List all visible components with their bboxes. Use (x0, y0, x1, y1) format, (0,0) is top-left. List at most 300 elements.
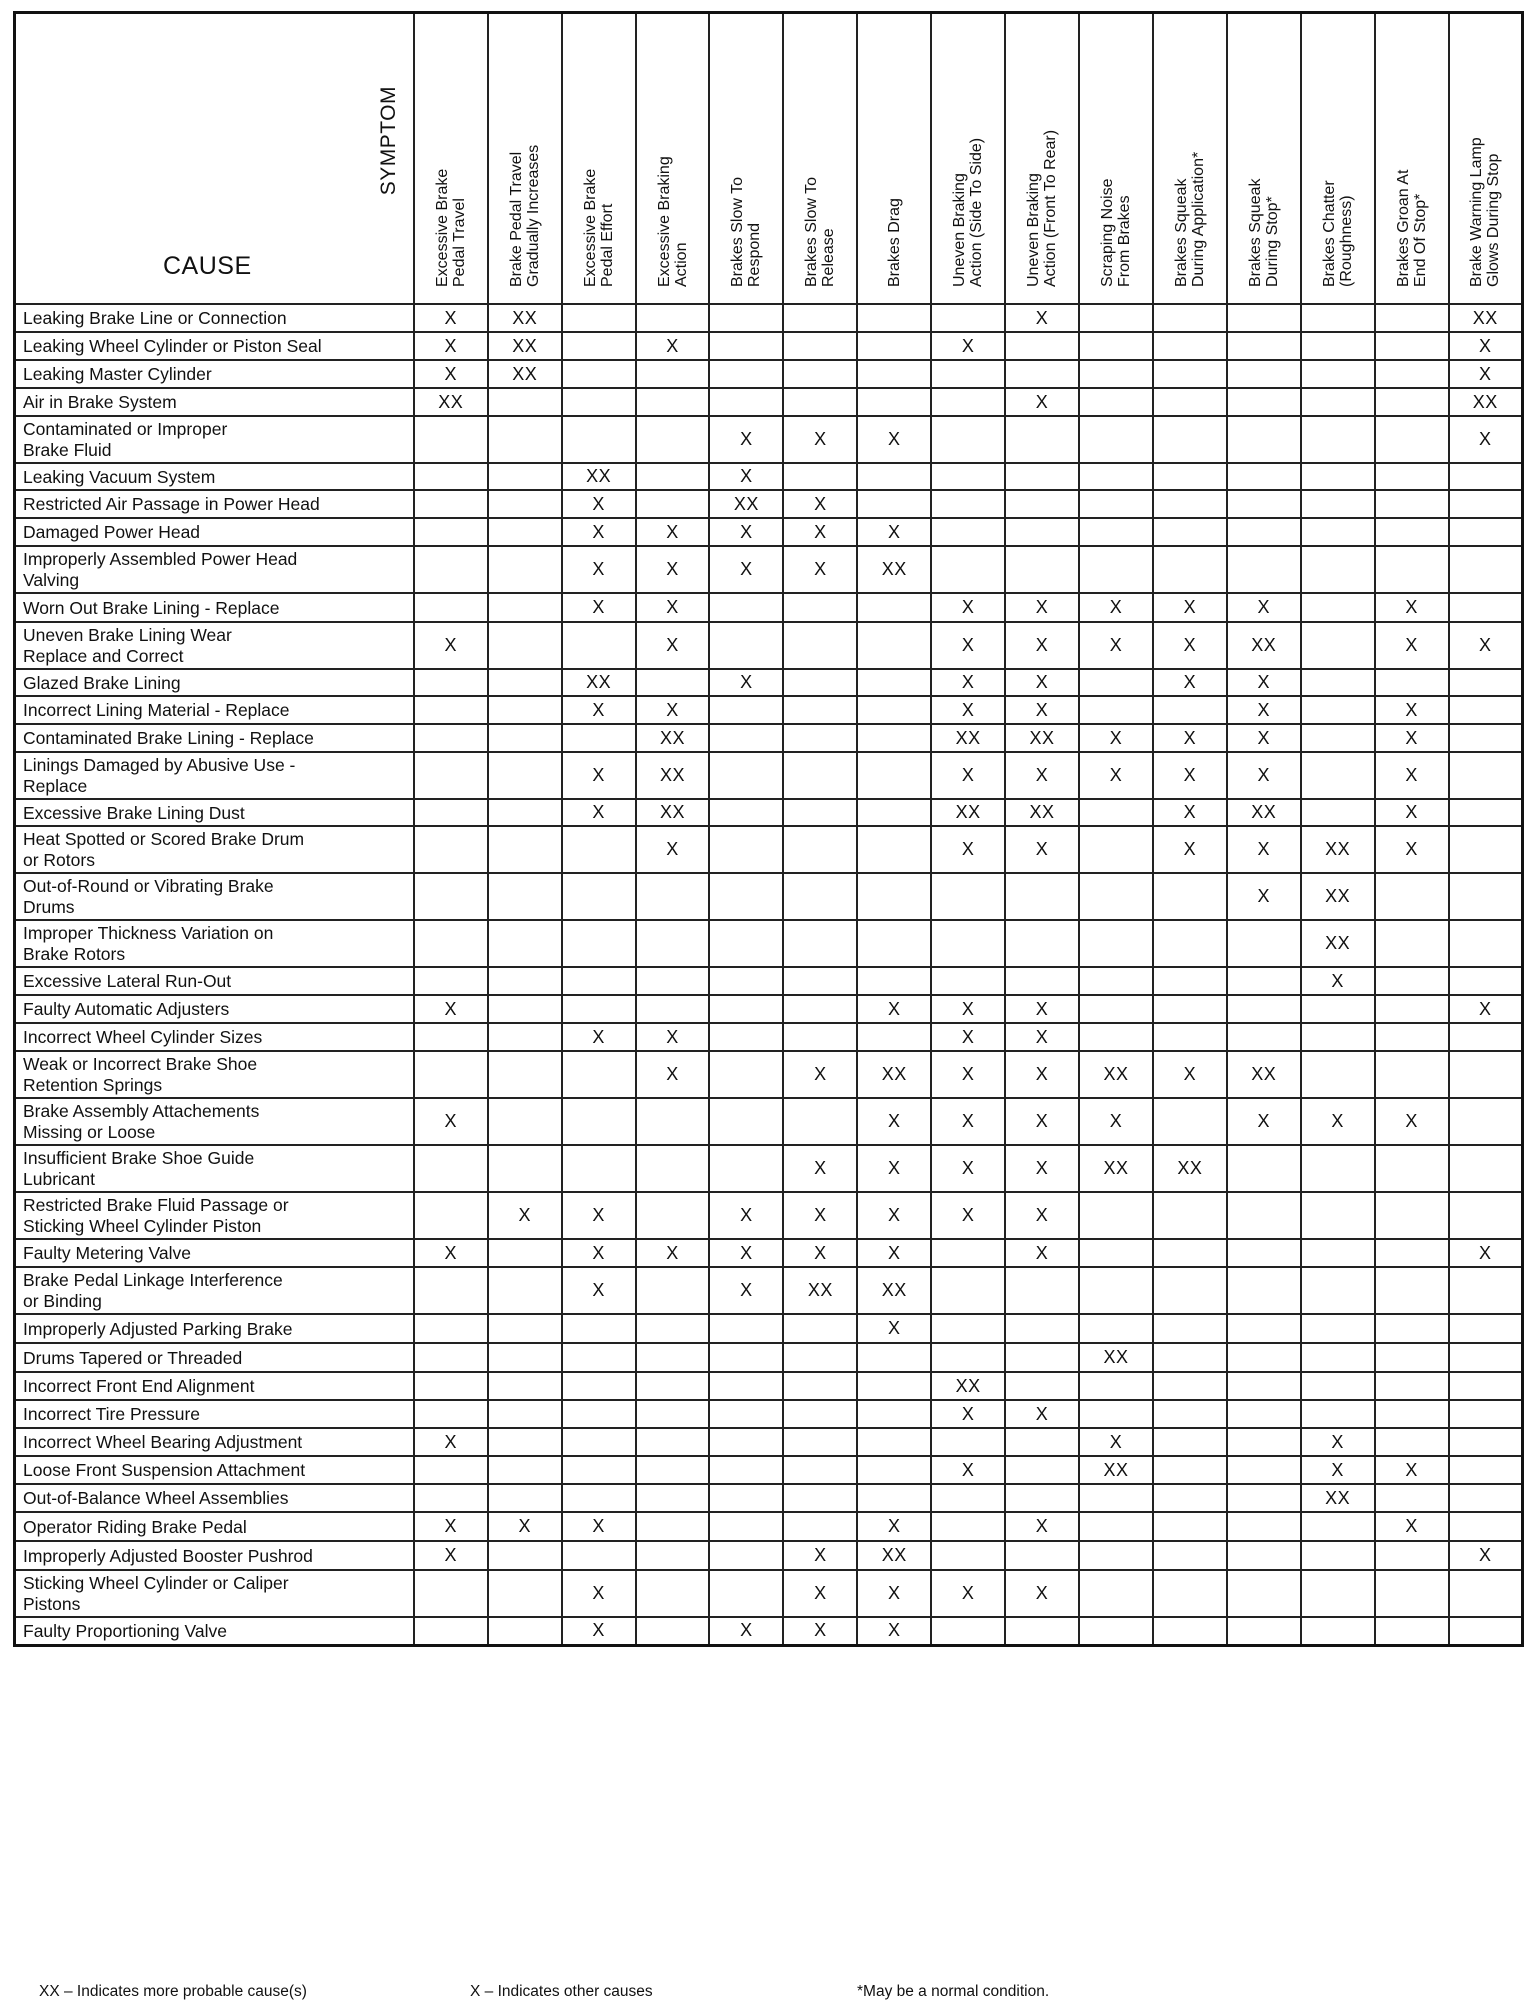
cause-cell: Improperly Assembled Power Head Valving (15, 546, 414, 593)
symptom-mark-cell (414, 1314, 488, 1343)
symptom-mark-cell: X (1005, 622, 1079, 669)
table-row (15, 696, 1523, 724)
symptom-mark-cell (1227, 1484, 1301, 1512)
symptom-mark-cell (1153, 1192, 1227, 1239)
symptom-mark-cell (1301, 388, 1375, 416)
table-row (15, 416, 1523, 463)
symptom-mark-cell (1301, 696, 1375, 724)
table-row (15, 1484, 1523, 1512)
symptom-mark-cell (414, 490, 488, 518)
symptom-mark-cell (636, 1428, 710, 1456)
symptom-label: Excessive Brake Pedal Travel (433, 168, 468, 287)
symptom-mark-cell (857, 1428, 931, 1456)
symptom-mark-cell (636, 1192, 710, 1239)
symptom-mark-cell: X (1375, 724, 1449, 752)
table-row (15, 1456, 1523, 1484)
symptom-mark-cell (636, 1456, 710, 1484)
symptom-mark-cell (1153, 873, 1227, 920)
symptom-mark-cell (414, 799, 488, 826)
symptom-mark-cell: X (1079, 724, 1153, 752)
table-row (15, 1145, 1523, 1192)
symptom-mark-cell: XX (1301, 1484, 1375, 1512)
symptom-mark-cell (636, 1484, 710, 1512)
cause-header: CAUSE (163, 252, 252, 280)
symptom-column-header (1301, 13, 1375, 305)
symptom-mark-cell (414, 1372, 488, 1400)
symptom-mark-cell (1301, 1343, 1375, 1372)
symptom-mark-cell: X (783, 1617, 857, 1645)
symptom-mark-cell (1005, 873, 1079, 920)
symptom-mark-cell (488, 1098, 562, 1145)
symptom-mark-cell: X (1005, 995, 1079, 1023)
symptom-mark-cell (1005, 518, 1079, 546)
symptom-mark-cell (636, 463, 710, 490)
symptom-mark-cell: X (857, 1314, 931, 1343)
symptom-mark-cell: X (783, 1192, 857, 1239)
symptom-mark-cell: X (1227, 724, 1301, 752)
symptom-mark-cell (931, 920, 1005, 967)
symptom-mark-cell (1227, 332, 1301, 360)
symptom-mark-cell: X (414, 304, 488, 332)
symptom-mark-cell (931, 546, 1005, 593)
symptom-mark-cell (783, 463, 857, 490)
symptom-mark-cell: X (1449, 332, 1523, 360)
symptom-mark-cell (783, 1512, 857, 1541)
symptom-mark-cell (1375, 332, 1449, 360)
symptom-mark-cell (783, 995, 857, 1023)
symptom-mark-cell (709, 1428, 783, 1456)
symptom-mark-cell (783, 1098, 857, 1145)
symptom-mark-cell: X (1005, 1512, 1079, 1541)
cause-cell: Leaking Vacuum System (15, 463, 414, 490)
symptom-column-header (783, 13, 857, 305)
symptom-mark-cell (1449, 1145, 1523, 1192)
symptom-mark-cell (488, 995, 562, 1023)
symptom-mark-cell: X (1449, 1239, 1523, 1267)
symptom-mark-cell: XX (1301, 826, 1375, 873)
symptom-mark-cell (1005, 1267, 1079, 1314)
symptom-mark-cell: X (1005, 696, 1079, 724)
table-row (15, 826, 1523, 873)
symptom-mark-cell (709, 1570, 783, 1617)
symptom-mark-cell (636, 360, 710, 388)
symptom-mark-cell: X (857, 1192, 931, 1239)
symptom-mark-cell (1375, 416, 1449, 463)
header-row (15, 13, 1523, 305)
symptom-mark-cell: X (857, 1145, 931, 1192)
symptom-mark-cell: XX (636, 752, 710, 799)
cause-cell: Restricted Brake Fluid Passage or Sticking Wheel Cylinder Piston (15, 1192, 414, 1239)
symptom-mark-cell (636, 1400, 710, 1428)
symptom-mark-cell (931, 416, 1005, 463)
symptom-mark-cell (1301, 593, 1375, 622)
symptom-mark-cell (488, 967, 562, 995)
symptom-mark-cell (1301, 724, 1375, 752)
table-row (15, 463, 1523, 490)
symptom-mark-cell: X (709, 546, 783, 593)
symptom-mark-cell: X (931, 1192, 1005, 1239)
symptom-mark-cell (1079, 304, 1153, 332)
symptom-mark-cell (783, 1400, 857, 1428)
symptom-mark-cell (1227, 1343, 1301, 1372)
table-row (15, 1051, 1523, 1098)
symptom-mark-cell (636, 1314, 710, 1343)
symptom-mark-cell (709, 696, 783, 724)
symptom-mark-cell (414, 920, 488, 967)
symptom-mark-cell (414, 873, 488, 920)
symptom-mark-cell (488, 388, 562, 416)
symptom-mark-cell (636, 873, 710, 920)
symptom-mark-cell (857, 593, 931, 622)
symptom-mark-cell (1079, 1267, 1153, 1314)
symptom-mark-cell: X (1005, 1051, 1079, 1098)
symptom-mark-cell (1227, 518, 1301, 546)
symptom-mark-cell (1449, 799, 1523, 826)
symptom-label: Uneven Braking Action (Front To Rear) (1025, 129, 1060, 287)
symptom-column-header (857, 13, 931, 305)
symptom-mark-cell (931, 490, 1005, 518)
symptom-mark-cell: X (783, 546, 857, 593)
symptom-mark-cell (709, 332, 783, 360)
symptom-mark-cell (414, 1267, 488, 1314)
symptom-mark-cell (1375, 995, 1449, 1023)
symptom-mark-cell (636, 388, 710, 416)
symptom-mark-cell (1375, 518, 1449, 546)
symptom-mark-cell (1301, 518, 1375, 546)
symptom-mark-cell: X (636, 332, 710, 360)
symptom-mark-cell (636, 1343, 710, 1372)
symptom-mark-cell (488, 826, 562, 873)
symptom-mark-cell (857, 826, 931, 873)
symptom-mark-cell: XX (709, 490, 783, 518)
symptom-mark-cell (636, 995, 710, 1023)
symptom-mark-cell: X (1375, 593, 1449, 622)
symptom-mark-cell (1449, 826, 1523, 873)
symptom-mark-cell (1227, 1267, 1301, 1314)
cause-cell: Drums Tapered or Threaded (15, 1343, 414, 1372)
symptom-mark-cell (1375, 967, 1449, 995)
symptom-column-header (1375, 13, 1449, 305)
symptom-mark-cell (488, 920, 562, 967)
symptom-mark-cell (1301, 1512, 1375, 1541)
symptom-mark-cell (783, 724, 857, 752)
symptom-mark-cell: X (562, 490, 636, 518)
symptom-mark-cell: X (1153, 752, 1227, 799)
symptom-mark-cell: X (931, 995, 1005, 1023)
symptom-mark-cell (857, 1372, 931, 1400)
symptom-mark-cell (1153, 1456, 1227, 1484)
symptom-column-header (562, 13, 636, 305)
symptom-mark-cell: X (1449, 622, 1523, 669)
symptom-mark-cell (488, 873, 562, 920)
symptom-mark-cell (1301, 1267, 1375, 1314)
table-row (15, 1570, 1523, 1617)
symptom-mark-cell: X (857, 1512, 931, 1541)
cause-cell: Leaking Wheel Cylinder or Piston Seal (15, 332, 414, 360)
symptom-mark-cell: X (562, 1023, 636, 1051)
symptom-mark-cell: X (1153, 593, 1227, 622)
symptom-mark-cell (414, 1051, 488, 1098)
symptom-mark-cell (1079, 1192, 1153, 1239)
symptom-mark-cell (709, 1400, 783, 1428)
symptom-mark-cell (562, 1314, 636, 1343)
symptom-mark-cell (414, 463, 488, 490)
symptom-mark-cell (1079, 1484, 1153, 1512)
symptom-mark-cell (709, 593, 783, 622)
symptom-mark-cell (1375, 1343, 1449, 1372)
symptom-mark-cell (414, 1570, 488, 1617)
symptom-mark-cell (783, 332, 857, 360)
symptom-mark-cell (709, 1314, 783, 1343)
symptom-mark-cell: X (1227, 593, 1301, 622)
symptom-mark-cell (488, 799, 562, 826)
symptom-mark-cell (1449, 1314, 1523, 1343)
symptom-mark-cell: X (414, 1239, 488, 1267)
symptom-mark-cell (1153, 1023, 1227, 1051)
symptom-mark-cell (1301, 1023, 1375, 1051)
symptom-label: Uneven Braking Action (Side To Side) (951, 137, 986, 287)
symptom-mark-cell: X (1005, 752, 1079, 799)
symptom-mark-cell (1079, 995, 1153, 1023)
symptom-mark-cell: X (636, 696, 710, 724)
symptom-mark-cell (1375, 1428, 1449, 1456)
symptom-mark-cell (562, 995, 636, 1023)
symptom-mark-cell (1079, 967, 1153, 995)
symptom-mark-cell (1375, 1484, 1449, 1512)
symptom-mark-cell (1005, 463, 1079, 490)
symptom-header: SYMPTOM (376, 86, 400, 196)
cause-cell: Improper Thickness Variation on Brake Rotors (15, 920, 414, 967)
symptom-mark-cell (709, 1484, 783, 1512)
symptom-mark-cell (709, 873, 783, 920)
symptom-mark-cell: X (709, 669, 783, 696)
symptom-mark-cell (783, 799, 857, 826)
symptom-label: Brake Warning Lamp Glows During Stop (1468, 137, 1503, 287)
symptom-mark-cell (1153, 1617, 1227, 1645)
symptom-mark-cell: X (1449, 416, 1523, 463)
table-row (15, 1400, 1523, 1428)
cause-cell: Sticking Wheel Cylinder or Caliper Pistons (15, 1570, 414, 1617)
symptom-mark-cell (931, 1541, 1005, 1570)
symptom-mark-cell (1079, 1372, 1153, 1400)
symptom-mark-cell (1005, 1456, 1079, 1484)
symptom-mark-cell (1227, 360, 1301, 388)
cause-cell: Brake Assembly Attachements Missing or Loose (15, 1098, 414, 1145)
symptom-mark-cell (1449, 1512, 1523, 1541)
symptom-mark-cell (488, 1023, 562, 1051)
symptom-mark-cell (636, 1512, 710, 1541)
symptom-mark-cell (1153, 546, 1227, 593)
cause-cell: Contaminated or Improper Brake Fluid (15, 416, 414, 463)
table-row (15, 622, 1523, 669)
symptom-mark-cell (857, 873, 931, 920)
symptom-mark-cell: X (414, 622, 488, 669)
symptom-mark-cell: X (414, 995, 488, 1023)
symptom-mark-cell (1227, 995, 1301, 1023)
symptom-mark-cell: X (1079, 1098, 1153, 1145)
symptom-mark-cell: X (1301, 1428, 1375, 1456)
symptom-mark-cell (1227, 1428, 1301, 1456)
cause-cell: Air in Brake System (15, 388, 414, 416)
symptom-mark-cell: X (1005, 1192, 1079, 1239)
symptom-mark-cell (1375, 1023, 1449, 1051)
symptom-mark-cell: X (1375, 696, 1449, 724)
symptom-mark-cell (1375, 304, 1449, 332)
symptom-mark-cell: XX (1005, 724, 1079, 752)
symptom-mark-cell (931, 518, 1005, 546)
table-row (15, 967, 1523, 995)
symptom-mark-cell: X (1301, 1456, 1375, 1484)
symptom-mark-cell (488, 593, 562, 622)
symptom-mark-cell (783, 1372, 857, 1400)
symptom-mark-cell (1227, 1145, 1301, 1192)
symptom-mark-cell (1301, 546, 1375, 593)
symptom-mark-cell: XX (931, 1372, 1005, 1400)
symptom-mark-cell (414, 826, 488, 873)
symptom-mark-cell (1449, 873, 1523, 920)
symptom-mark-cell (783, 304, 857, 332)
symptom-mark-cell: X (1227, 696, 1301, 724)
table-row (15, 1343, 1523, 1372)
cause-cell: Damaged Power Head (15, 518, 414, 546)
table-row (15, 546, 1523, 593)
symptom-mark-cell (1227, 1239, 1301, 1267)
symptom-mark-cell (1079, 1239, 1153, 1267)
symptom-mark-cell (1227, 1541, 1301, 1570)
cause-cell: Contaminated Brake Lining - Replace (15, 724, 414, 752)
symptom-mark-cell (1079, 799, 1153, 826)
symptom-mark-cell (1375, 463, 1449, 490)
symptom-mark-cell: X (488, 1192, 562, 1239)
cause-cell: Excessive Lateral Run-Out (15, 967, 414, 995)
cause-cell: Worn Out Brake Lining - Replace (15, 593, 414, 622)
symptom-mark-cell: X (709, 1239, 783, 1267)
symptom-mark-cell (1375, 1541, 1449, 1570)
table-row (15, 388, 1523, 416)
symptom-mark-cell: X (562, 1192, 636, 1239)
symptom-mark-cell (1375, 388, 1449, 416)
symptom-column-header (488, 13, 562, 305)
symptom-mark-cell (1005, 546, 1079, 593)
symptom-column-header (1153, 13, 1227, 305)
cause-cell: Improperly Adjusted Parking Brake (15, 1314, 414, 1343)
symptom-mark-cell: X (709, 1267, 783, 1314)
symptom-mark-cell (488, 1456, 562, 1484)
table-row (15, 920, 1523, 967)
symptom-mark-cell (857, 967, 931, 995)
symptom-mark-cell (1301, 304, 1375, 332)
symptom-mark-cell: X (562, 1239, 636, 1267)
symptom-mark-cell: X (931, 1023, 1005, 1051)
symptom-mark-cell (1153, 1400, 1227, 1428)
symptom-mark-cell (1005, 490, 1079, 518)
symptom-mark-cell (636, 967, 710, 995)
symptom-mark-cell (857, 332, 931, 360)
symptom-mark-cell (1301, 1239, 1375, 1267)
symptom-mark-cell (414, 1343, 488, 1372)
symptom-mark-cell (1079, 669, 1153, 696)
cause-cell: Glazed Brake Lining (15, 669, 414, 696)
symptom-mark-cell (709, 826, 783, 873)
symptom-mark-cell: X (1153, 826, 1227, 873)
symptom-mark-cell (1153, 1484, 1227, 1512)
symptom-mark-cell (857, 388, 931, 416)
symptom-mark-cell: X (1375, 1512, 1449, 1541)
symptom-mark-cell (636, 1570, 710, 1617)
legend-note: *May be a normal condition. (857, 1983, 1050, 2000)
symptom-mark-cell (1227, 1192, 1301, 1239)
symptom-mark-cell: X (857, 1570, 931, 1617)
table-row (15, 360, 1523, 388)
symptom-mark-cell: X (414, 1098, 488, 1145)
symptom-mark-cell: X (1153, 724, 1227, 752)
symptom-mark-cell (1227, 967, 1301, 995)
symptom-mark-cell (1375, 1314, 1449, 1343)
symptom-mark-cell (857, 799, 931, 826)
symptom-mark-cell (1079, 826, 1153, 873)
symptom-mark-cell (857, 463, 931, 490)
symptom-mark-cell (1153, 1512, 1227, 1541)
symptom-mark-cell (1449, 1098, 1523, 1145)
symptom-mark-cell (1449, 1267, 1523, 1314)
symptom-label: Brakes Chatter (Roughness) (1320, 180, 1355, 287)
symptom-mark-cell: XX (1079, 1145, 1153, 1192)
symptom-mark-cell: XX (1449, 388, 1523, 416)
symptom-mark-cell (562, 332, 636, 360)
symptom-mark-cell: X (931, 669, 1005, 696)
table-row (15, 1267, 1523, 1314)
symptom-mark-cell (1153, 304, 1227, 332)
symptom-mark-cell (562, 1372, 636, 1400)
symptom-label: Brakes Groan At End Of Stop* (1394, 169, 1429, 287)
symptom-mark-cell: X (414, 1512, 488, 1541)
symptom-mark-cell (1079, 518, 1153, 546)
symptom-mark-cell: X (1079, 1428, 1153, 1456)
symptom-column-header (931, 13, 1005, 305)
symptom-mark-cell: X (1079, 752, 1153, 799)
symptom-mark-cell: X (931, 826, 1005, 873)
symptom-mark-cell: X (1005, 669, 1079, 696)
cause-cell: Incorrect Lining Material - Replace (15, 696, 414, 724)
symptom-mark-cell (414, 1023, 488, 1051)
symptom-mark-cell: XX (1301, 920, 1375, 967)
symptom-mark-cell (1301, 1541, 1375, 1570)
symptom-mark-cell: X (1227, 826, 1301, 873)
symptom-mark-cell (1227, 388, 1301, 416)
symptom-mark-cell (562, 724, 636, 752)
table-row (15, 518, 1523, 546)
symptom-mark-cell (709, 724, 783, 752)
symptom-mark-cell: XX (1005, 799, 1079, 826)
header-corner (15, 13, 414, 305)
cause-cell: Leaking Master Cylinder (15, 360, 414, 388)
symptom-mark-cell (1153, 360, 1227, 388)
symptom-mark-cell: XX (562, 463, 636, 490)
symptom-mark-cell: X (709, 518, 783, 546)
symptom-mark-cell (931, 1428, 1005, 1456)
symptom-mark-cell (1227, 304, 1301, 332)
symptom-mark-cell (1227, 1512, 1301, 1541)
symptom-mark-cell: XX (1227, 1051, 1301, 1098)
symptom-mark-cell (1301, 332, 1375, 360)
symptom-mark-cell: X (931, 1145, 1005, 1192)
symptom-column-header (636, 13, 710, 305)
symptom-mark-cell (857, 304, 931, 332)
symptom-mark-cell (857, 1400, 931, 1428)
symptom-mark-cell (562, 1541, 636, 1570)
symptom-mark-cell (1079, 1541, 1153, 1570)
symptom-mark-cell (488, 1400, 562, 1428)
